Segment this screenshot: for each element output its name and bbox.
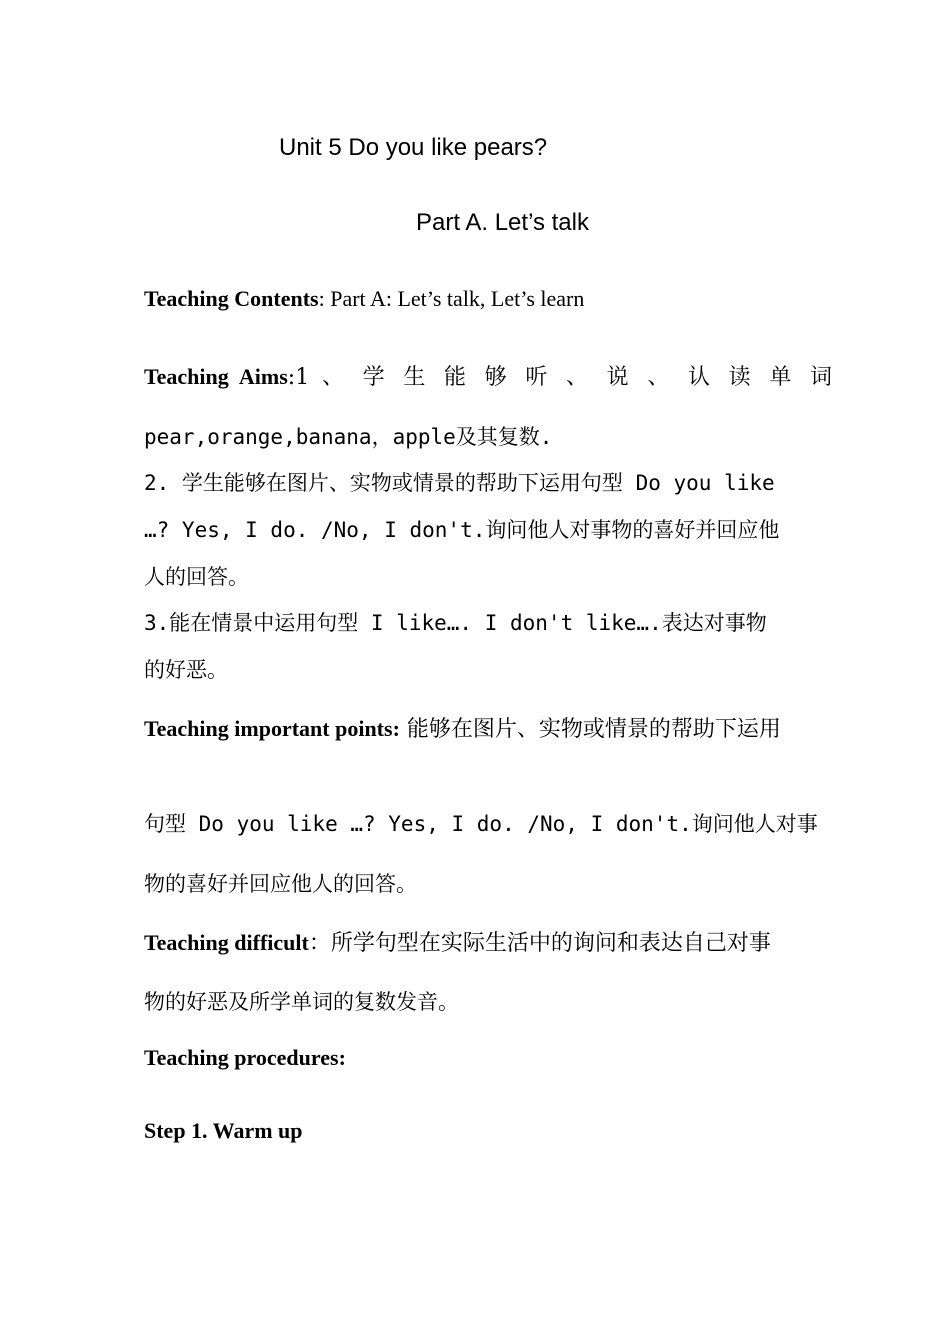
important-points-line1: 能够在图片、实物或情景的帮助下运用 bbox=[399, 717, 781, 742]
teaching-difficult-line2: 物的好恶及所学单词的复数发音。 bbox=[144, 990, 459, 1014]
teaching-contents-label: Teaching Contents bbox=[144, 286, 319, 311]
teaching-aims-line1: :1 、 学 生 能 够 听 、 说 、 认 读 单 词 bbox=[287, 365, 832, 390]
teaching-aims bbox=[144, 360, 832, 391]
important-points-label: Teaching important points: bbox=[144, 716, 400, 741]
teaching-aims-line6: 3.能在情景中运用句型 I like…. I don't like….表达对事物 bbox=[144, 611, 767, 635]
teaching-contents-text: : Part A: Let’s talk, Let’s learn bbox=[318, 286, 585, 311]
teaching-aims-label: Teaching Aims bbox=[144, 364, 288, 389]
important-points-line3: 物的喜好并回应他人的回答。 bbox=[144, 872, 417, 896]
step1-heading: Step 1. Warm up bbox=[144, 1118, 303, 1143]
teaching-aims-line3: 2. 学生能够在图片、实物或情景的帮助下运用句型 Do you like bbox=[144, 471, 775, 495]
important-points-line2: 句型 Do you like …? Yes, I do. /No, I don't.询问他人对事 bbox=[144, 812, 818, 836]
teaching-difficult bbox=[144, 926, 771, 957]
teaching-aims-line4: …? Yes, I do. /No, I don't.询问他人对事物的喜好并回应他 bbox=[144, 518, 780, 542]
document-title: Unit 5 Do you like pears? bbox=[279, 134, 548, 161]
document-subtitle: Part A. Let’s talk bbox=[416, 209, 589, 236]
teaching-aims-line5: 人的回答。 bbox=[144, 565, 249, 589]
teaching-aims-line7: 的好恶。 bbox=[144, 658, 228, 682]
teaching-contents bbox=[144, 286, 584, 312]
teaching-difficult-line1: ：所学句型在实际生活中的询问和表达自己对事 bbox=[308, 931, 771, 956]
teaching-difficult-label: Teaching difficult bbox=[144, 930, 309, 955]
teaching-procedures-heading: Teaching procedures: bbox=[144, 1045, 346, 1070]
teaching-important-points bbox=[144, 712, 781, 743]
teaching-aims-line2: pear,orange,banana，apple及其复数. bbox=[144, 425, 553, 449]
